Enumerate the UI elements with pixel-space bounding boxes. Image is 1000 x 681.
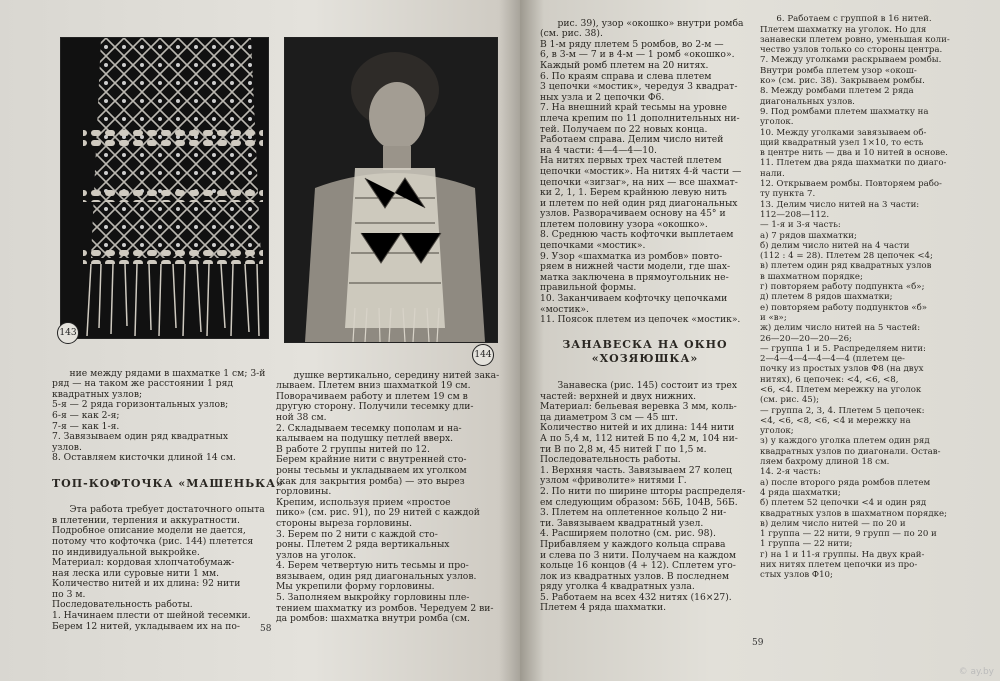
macrame-fringe-image: [61, 38, 268, 338]
curtain-heading: ЗАНАВЕСКА НА ОКНО «ХОЗЯЮШКА»: [562, 338, 728, 366]
right-col2-text: 6. Работаем с группой в 16 нитей. Плетем шахматку на уголок. Но для занавески плетем ровно, уменьшая коли- чество узлов только со стороны центра. 7. Между уголками раскрываем ромбы. Внутри ромба плетем узор «окош- ко» (см. рис. 38). Закрываем ромбы. 8. Между ромбами плетем 2 ряда диагональных узлов. 9. Под ромбами плетем шахматку на уголок. 10. Между уголками завязываем об- щий квадратный узел 1×10, то есть в центре нить — два и 10 нитей в основе. 11. Плетем два ряда шахматки по диаго- нали. 12. Открываем ромбы. Повторяем рабо- ту пункта 7. 13. Делим число нитей на 3 части: 112—208—112. — 1-я и 3-я часть: а) 7 рядов шахматки; б) делим число нитей на 4 части (112 : 4 = 28). Плетем 28 цепочек <4; в) плетем один ряд квадратных узлов в шахматном порядке; г) повторяем работу подпункта «б»; д) плетем 8 рядов шахматки; е) повторяем работу подпунктов «б» и «в»; ж) делим число нитей на 5 частей: 26—20—20—20—26; — группа 1 и 5. Распределяем нити: 2—4—4—4—4—4—4 (плетем це- почку из простых узлов Ф8 (на двух нитях), 6 цепочек: <4, <6, <8, <6, <4. Плетем мережку на уголок (см. рис. 45); — группа 2, 3, 4. Плетем 5 цепочек: <4, <6, <8, <6, <4 и мережку на уголок; з) у каждого уголка плетем один ряд квадратных узлов по диагонали. Остав- ляем бахрому длиной 18 см. 14. 2-я часть: а) после второго ряда ромбов плетем 4 ряда шахматки; б) плетем 52 цепочки <4 и один ряд квадратных узлов в шахматном порядке; в) делим число нитей — по 20 и 1 группа — 22 нити, 9 групп — по 20 и 1 группа — 22 нити; г) на 1 и 11-я группы. На двух край- них нитях плетем цепочки из про- стых узлов Ф10;: [760, 14, 950, 581]
figure-143-photo: [60, 37, 269, 339]
right-column-1: [540, 8, 750, 625]
figure-143-number: 143: [57, 322, 79, 344]
figure-144-number: 144: [472, 344, 494, 366]
page-number-58: 58: [260, 624, 272, 634]
left-col1-text: ние между рядами в шахматке 1 см; 3-й ряд — на таком же расстоянии 1 ряд квадратных узлов; 5-я — 2 ряда горизонтальных узлов; 6-я — как 2-я; 7-я — как 1-я. 7. Завязываем один ряд квадратных узлов. 8. Оставляем кисточки длиной 14 см.: [52, 367, 266, 464]
right-column-2: [760, 4, 960, 591]
page-number-59: 59: [752, 638, 764, 648]
right-col1-text2: Занавеска (рис. 145) состоит из трех частей: верхней и двух нижних. Материал: бельевая веревка 3 мм, коль- ца диаметром 3 см — 45 шт. Количество нитей и их длина: 144 нити А по 5,4 м, 112 нитей Б по 4,2 м, 104 ни- ти В по 2,8 м, 45 нитей Г по 1,5 м. Последовательность работы. 1. Верхняя часть. Завязываем 27 колец узлом «фриволите» нитями Г. 2. По нити по ширине шторы распределя- ем следующим образом: 56Б, 104В, 56Б. 3. Плетем на оплетенное кольцо 2 ни- ти. Завязываем квадратный узел. 4. Расширяем полотно (см. рис. 98). Прибавляем у каждого кольца справа и слева по 3 нити. Получаем на каждом кольце 16 концов (4 + 12). Сплетем уго- лок из квадратных узлов. В последнем ряду уголка 4 квадратных узла. 5. Работаем на всех 432 нитях (16×27). Плетем 4 ряда шахматки.: [540, 380, 746, 614]
woman-in-macrame-top-image: [285, 38, 497, 342]
right-col1-text: рис. 39), узор «окошко» внутри ромба (см. рис. 38). В 1-м ряду плетем 5 ромбов, во 2-м — 6, в 3-м — 7 и в 4-м — 1 ромб «окошко». Каждый ромб плетем на 20 нитях. 6. По краям справа и слева плетем 3 цепочки «мостик», чередуя 3 квадрат- ных узла и 2 цепочки Ф6. 7. На внешний край тесьмы на уровне плеча крепим по 11 дополнительных ни- тей. Получаем по 22 новых конца. Работаем справа. Делим число нитей на 4 части: 4—4—4—10. На нитях первых трех частей плетем цепочки «мостик». На нитях 4-й части — цепочки «зигзаг», на них — все шахмат- ки 2, 1, 1. Берем крайнюю левую нить и плетем по ней один ряд диагональных узлов. Разворачиваем основу на 45° и плетем половину узора «окошко». 8. Среднюю часть кофточки выплетаем цепочками «мостик». 9. Узор «шахматка из ромбов» повто- ряем в нижней части модели, где шах- матка заключена в прямоугольник не- правильной формы. 10. Заканчиваем кофточку цепочками «мостик». 11. Поясок плетем из цепочек «мостик».: [540, 17, 744, 326]
left-col2-text: душке вертикально, середину нитей зака- лываем. Плетем вниз шахматкой 19 см. Поворачиваем работу и плетем 19 см в другую сторону. Получили тесемку дли- ной 38 см. 2. Складываем тесемку пополам и на- калываем на подушку петлей вверх. В работе 2 группы нитей по 12. Берем крайние нити с внутренней сто- роны тесьмы и укладываем их уголком (как для закрытия ромба) — это вырез горловины. Крепим, используя прием «простое пико» (см. рис. 91), по 29 нитей с каждой стороны выреза горловины. 3. Берем по 2 нити с каждой сто- роны. Плетем 2 ряда вертикальных узлов на уголок. 4. Берем четвертую нить тесьмы и про- вязываем, один ряд диагональных узлов. Мы укрепили форму горловины. 5. Заполняем выкройку горловины пле- тением шахматку из ромбов. Чередуем 2 ви- да ромбов: шахматка внутри ромба (см.: [276, 369, 500, 625]
watermark: © ay.by: [958, 667, 994, 677]
figure-144-photo: [284, 37, 498, 343]
left-column-1: [52, 358, 285, 643]
left-column-2: [276, 360, 500, 635]
top-heading: ТОП-КОФТОЧКА «МАШЕНЬКА»: [52, 476, 285, 490]
left-col1-text2: Эта работа требует достаточного опыта в плетении, терпения и аккуратности. Подробное описание модели не дается, потому что кофточка (рис. 144) плетется по индивидуальной выкройке. Материал: кордовая хлопчатобумаж- ная леска или суровые нити 1 мм. Количество нитей и их длина: 92 нити по 3 м. Последовательность работы. 1. Начинаем плести от шейной тесемки. Берем 12 нитей, укладываем их на по-: [52, 504, 265, 632]
right-page: [520, 0, 1000, 681]
